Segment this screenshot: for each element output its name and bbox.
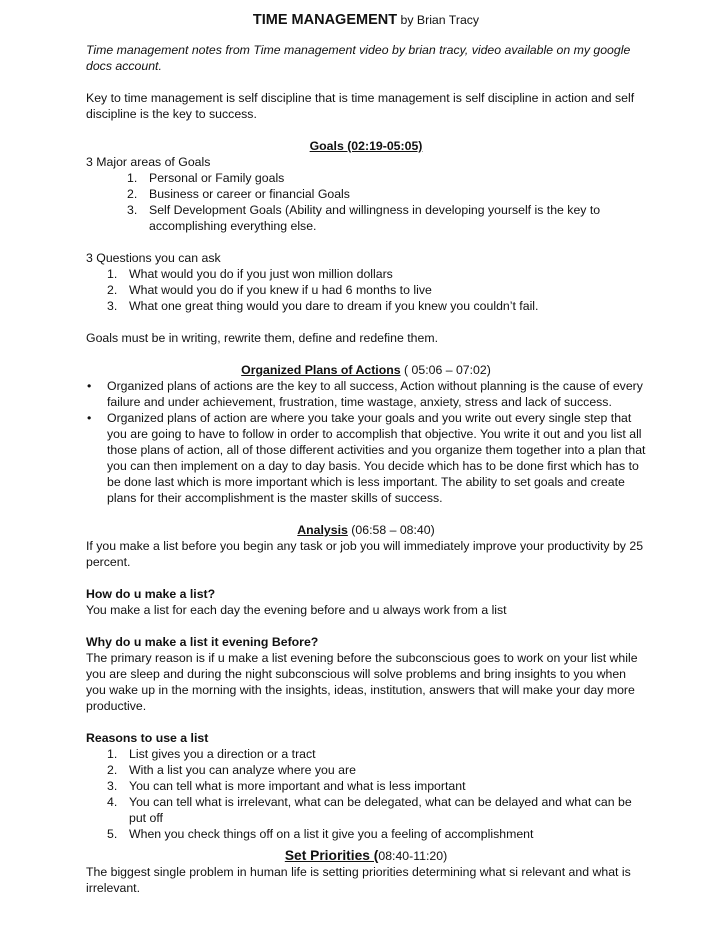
bullet-item — [87, 378, 646, 410]
list-item — [127, 202, 646, 234]
reasons-list — [86, 746, 646, 842]
list-item — [107, 298, 646, 314]
list-item — [107, 282, 646, 298]
analysis-question-1: How do u make a list? — [86, 587, 216, 601]
reasons-label: Reasons to use a list — [86, 731, 209, 745]
priorities-heading: Set Priorities ( — [284, 848, 379, 863]
priorities-heading-line — [86, 848, 646, 864]
plans-time: ( 05:06 – 07:02) — [400, 363, 491, 377]
title-main: TIME MANAGEMENT — [252, 12, 398, 28]
list-number: 2. — [107, 283, 118, 297]
list-item-text: What would you do if you just won million dollars — [129, 267, 393, 281]
goals-areas-label: 3 Major areas of Goals — [86, 155, 211, 169]
goals-questions-label: 3 Questions you can ask — [86, 251, 221, 265]
list-item — [107, 746, 646, 762]
analysis-heading-line — [86, 522, 646, 538]
list-item — [107, 794, 646, 826]
plans-heading: Organized Plans of Actions — [241, 363, 401, 377]
goals-closing: Goals must be in writing, rewrite them, define and redefine them. — [86, 331, 438, 345]
list-number: 1. — [107, 747, 118, 761]
list-number: 3. — [107, 779, 118, 793]
list-number: 1. — [107, 267, 118, 281]
bullet-text: Organized plans of action are where you take your goals and you write out every single step that you are going to have to follow in order to accomplish that objective. You write it out and you list all those plans of action, all of those different activities and you organize them together into a plan that you can then implement on a day to day basis. You decide which has to be done first which has to be done last which is more important which is less important. The ability to set goals and create plans for their accomplishment is the master skills of success. — [107, 411, 646, 505]
bullet-icon: • — [87, 411, 92, 425]
analysis-paragraph: If you make a list before you begin any task or job you will immediately improve your productivity by 25 percent. — [86, 539, 644, 569]
title-author: by Brian Tracy — [397, 13, 480, 27]
plans-heading-line — [86, 362, 646, 378]
key-paragraph: Key to time management is self discipline that is time management is self discipline in action and self discipline is the key to success. — [86, 91, 635, 121]
intro-note: Time management notes from Time management video by brian tracy, video available on my google docs account. — [86, 43, 631, 73]
list-item-text: You can tell what is more important and what is less important — [129, 779, 466, 793]
list-item — [107, 778, 646, 794]
bullet-text: Organized plans of actions are the key to all success, Action without planning is the cause of every failure and under achievement, frustration, time wastage, anxiety, stress and lack of success. — [107, 379, 643, 409]
list-item-text: Business or career or financial Goals — [149, 187, 350, 201]
analysis-question-2: Why do u make a list it evening Before? — [86, 635, 319, 649]
list-number: 1. — [127, 171, 138, 185]
list-item — [107, 266, 646, 282]
priorities-paragraph: The biggest single problem in human life is setting priorities determining what si relevant and what is irrelevant. — [86, 865, 631, 895]
list-item-text: Self Development Goals (Ability and willingness in developing yourself is the key to accomplishing everything else. — [149, 203, 601, 233]
list-item-text: When you check things off on a list it give you a feeling of accomplishment — [129, 827, 534, 841]
list-item-text: List gives you a direction or a tract — [129, 747, 316, 761]
bullet-icon: • — [87, 379, 92, 393]
list-number: 3. — [107, 299, 118, 313]
list-item-text: What would you do if you knew if u had 6 months to live — [129, 283, 432, 297]
list-number: 2. — [107, 763, 118, 777]
list-item-text: You can tell what is irrelevant, what can be delegated, what can be delayed and what can be put off — [129, 795, 632, 825]
goals-heading: Goals (02:19-05:05) — [309, 139, 423, 153]
analysis-heading: Analysis — [297, 523, 348, 537]
bullet-item — [87, 410, 646, 506]
goals-areas-list — [86, 170, 646, 234]
list-item-text: What one great thing would you dare to dream if you knew you couldn’t fail. — [129, 299, 539, 313]
list-item-text: Personal or Family goals — [149, 171, 285, 185]
document-title — [86, 12, 646, 28]
list-number: 5. — [107, 827, 118, 841]
analysis-time: (06:58 – 08:40) — [347, 523, 435, 537]
list-item — [127, 186, 646, 202]
list-item — [127, 170, 646, 186]
list-number: 3. — [127, 203, 138, 217]
document-page — [86, 12, 646, 896]
priorities-time: 08:40-11:20) — [378, 849, 448, 863]
list-number: 4. — [107, 795, 118, 809]
analysis-answer-2: The primary reason is if u make a list evening before the subconscious goes to work on your list while you are sleep and during the night subconscious will solve problems and bring insights to you when you wake up in the morning with the insights, ideas, institution, answers that will make your day more productive. — [86, 651, 638, 713]
list-item-text: With a list you can analyze where you are — [129, 763, 356, 777]
analysis-answer-1: You make a list for each day the evening before and u always work from a list — [86, 603, 507, 617]
list-item — [107, 826, 646, 842]
list-number: 2. — [127, 187, 138, 201]
goals-questions-list — [86, 266, 646, 314]
plans-bullets — [86, 378, 646, 506]
list-item — [107, 762, 646, 778]
